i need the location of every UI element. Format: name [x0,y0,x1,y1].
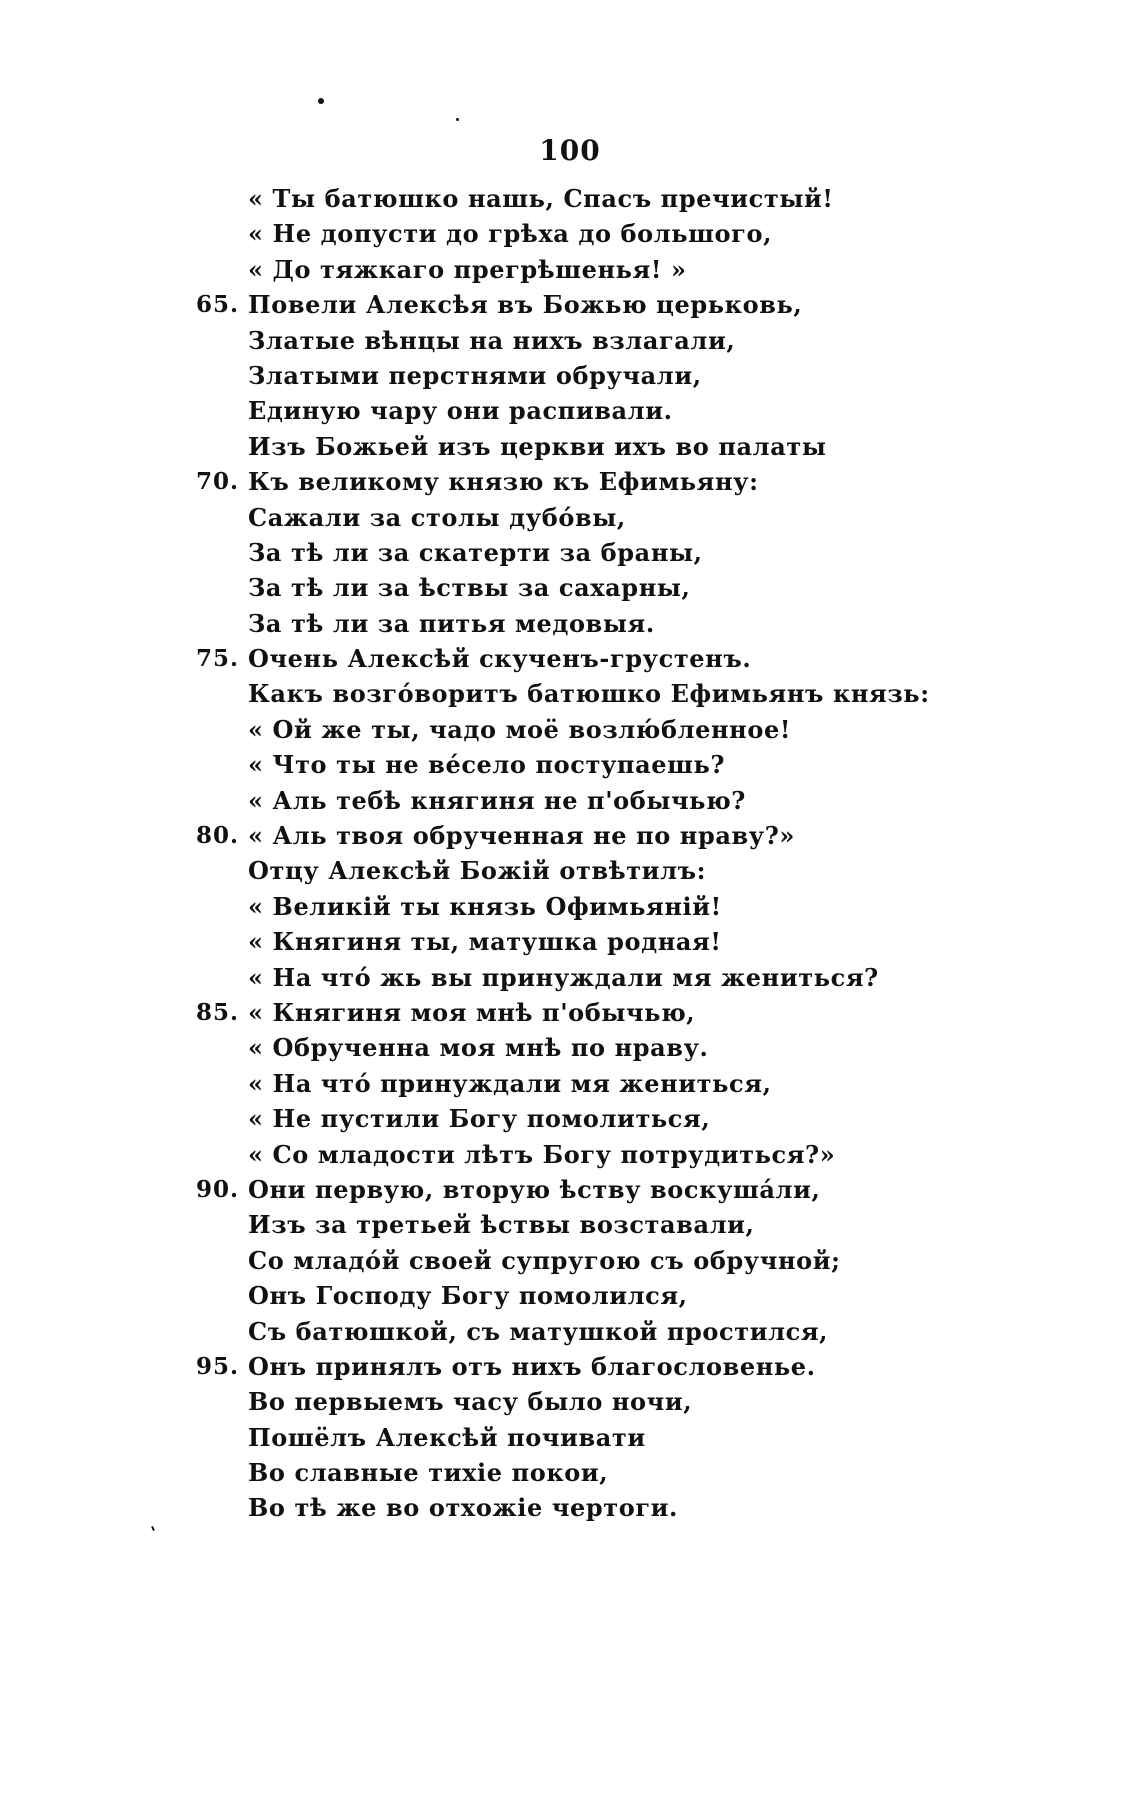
verse-line [0,393,1140,428]
verse-line [0,1172,1140,1207]
verse-line [0,252,1140,287]
verse-line [0,1278,1140,1313]
line-number: 95. [196,1352,240,1380]
verse-text: Изъ Божьей изъ церкви ихъ во палаты [248,431,827,461]
verse-text: Какъ возго́воритъ батюшко Ефимьянъ князь: [248,679,930,709]
verse-line [0,1137,1140,1172]
verse-line [0,1030,1140,1065]
verse-text: Очень Алексѣй скученъ-грустенъ. [248,644,752,674]
verse-line [0,641,1140,676]
line-number: 70. [196,468,240,496]
ink-speck [151,1526,155,1531]
verse-text: За тѣ ли за ѣствы за сахарны, [248,573,691,603]
verse-line [0,924,1140,959]
verse-text: « Со младости лѣтъ Богу потрудиться?» [248,1139,836,1169]
verse-line [0,783,1140,818]
verse-text: « Княгиня ты, матушка родная! [248,927,722,957]
verse-line [0,1349,1140,1384]
verse-text: Сажали за столы дубо́вы, [248,502,626,532]
verse-text: « Аль тебѣ княгиня не п'обычью? [248,785,746,815]
verse-text: « Не допусти до грѣха до большого, [248,219,773,249]
verse-block [0,181,1140,1526]
line-number: 80. [196,822,240,850]
verse-line [0,1384,1140,1419]
verse-line [0,712,1140,747]
verse-text: Онъ принялъ отъ нихъ благословенье. [248,1351,816,1381]
verse-text: Отцу Алексѣй Божій отвѣтилъ: [248,856,707,886]
verse-line [0,1243,1140,1278]
ink-speck [456,118,459,121]
verse-line [0,1455,1140,1490]
verse-line [0,1101,1140,1136]
verse-text: Во первыемъ часу было ночи, [248,1387,693,1417]
verse-line [0,747,1140,782]
verse-line [0,1490,1140,1525]
verse-text: Пошёлъ Алексѣй почивати [248,1422,646,1452]
line-number: 90. [196,1175,240,1203]
verse-line [0,960,1140,995]
verse-text: Во тѣ же во отхожіе чертоги. [248,1493,678,1523]
verse-line [0,358,1140,393]
verse-text: « Княгиня моя мнѣ п'обычью, [248,997,696,1027]
verse-text: « Не пустили Богу помолиться, [248,1104,711,1134]
verse-text: Изъ за третьей ѣствы возставали, [248,1210,755,1240]
verse-text: « Аль твоя обрученная не по нраву?» [248,821,795,851]
verse-line [0,500,1140,535]
verse-line [0,606,1140,641]
verse-text: « На что́ принуждали мя жениться, [248,1068,772,1098]
verse-text: Повели Алексѣя въ Божью церьковь, [248,290,803,320]
verse-text: Они первую, вторую ѣству воскуша́ли, [248,1174,821,1204]
ink-speck [318,98,324,104]
verse-line [0,464,1140,499]
verse-text: Во славные тихіе покои, [248,1458,609,1488]
verse-line [0,1066,1140,1101]
verse-line [0,889,1140,924]
verse-text: « До тяжкаго прегрѣшенья! » [248,254,687,284]
verse-line [0,818,1140,853]
verse-text: « Что ты не ве́село поступаешь? [248,750,726,780]
verse-line [0,676,1140,711]
verse-text: За тѣ ли за питья медовыя. [248,608,655,638]
verse-text: « Обрученна моя мнѣ по нраву. [248,1033,709,1063]
verse-text: « Ой же ты, чадо моё возлю́бленное! [248,714,791,744]
verse-line [0,323,1140,358]
page-number: 100 [539,134,601,167]
verse-line [0,535,1140,570]
verse-line [0,429,1140,464]
verse-line [0,570,1140,605]
verse-text: « На что́ жь вы принуждали мя жениться? [248,962,879,992]
verse-line [0,216,1140,251]
verse-line [0,1314,1140,1349]
verse-line [0,995,1140,1030]
verse-line [0,1420,1140,1455]
verse-text: Онъ Господу Богу помолился, [248,1281,688,1311]
line-number: 75. [196,645,240,673]
verse-text: Златые вѣнцы на нихъ взлагали, [248,325,736,355]
verse-text: Со младо́й своей супругою съ обручной; [248,1245,841,1275]
verse-text: Единую чару они распивали. [248,396,673,426]
verse-line [0,287,1140,322]
verse-line [0,181,1140,216]
verse-text: За тѣ ли за скатерти за браны, [248,537,703,567]
verse-text: Съ батюшкой, съ матушкой простился, [248,1316,829,1346]
verse-text: Къ великому князю къ Ефимьяну: [248,467,759,497]
verse-text: « Ты батюшко нашь, Спасъ пречистый! [248,184,834,213]
verse-line [0,853,1140,888]
verse-text: Златыми перстнями обручали, [248,360,702,390]
line-number: 85. [196,998,240,1026]
verse-text: « Великій ты князь Офимьяній! [248,891,722,921]
line-number: 65. [196,291,240,319]
verse-line [0,1207,1140,1242]
